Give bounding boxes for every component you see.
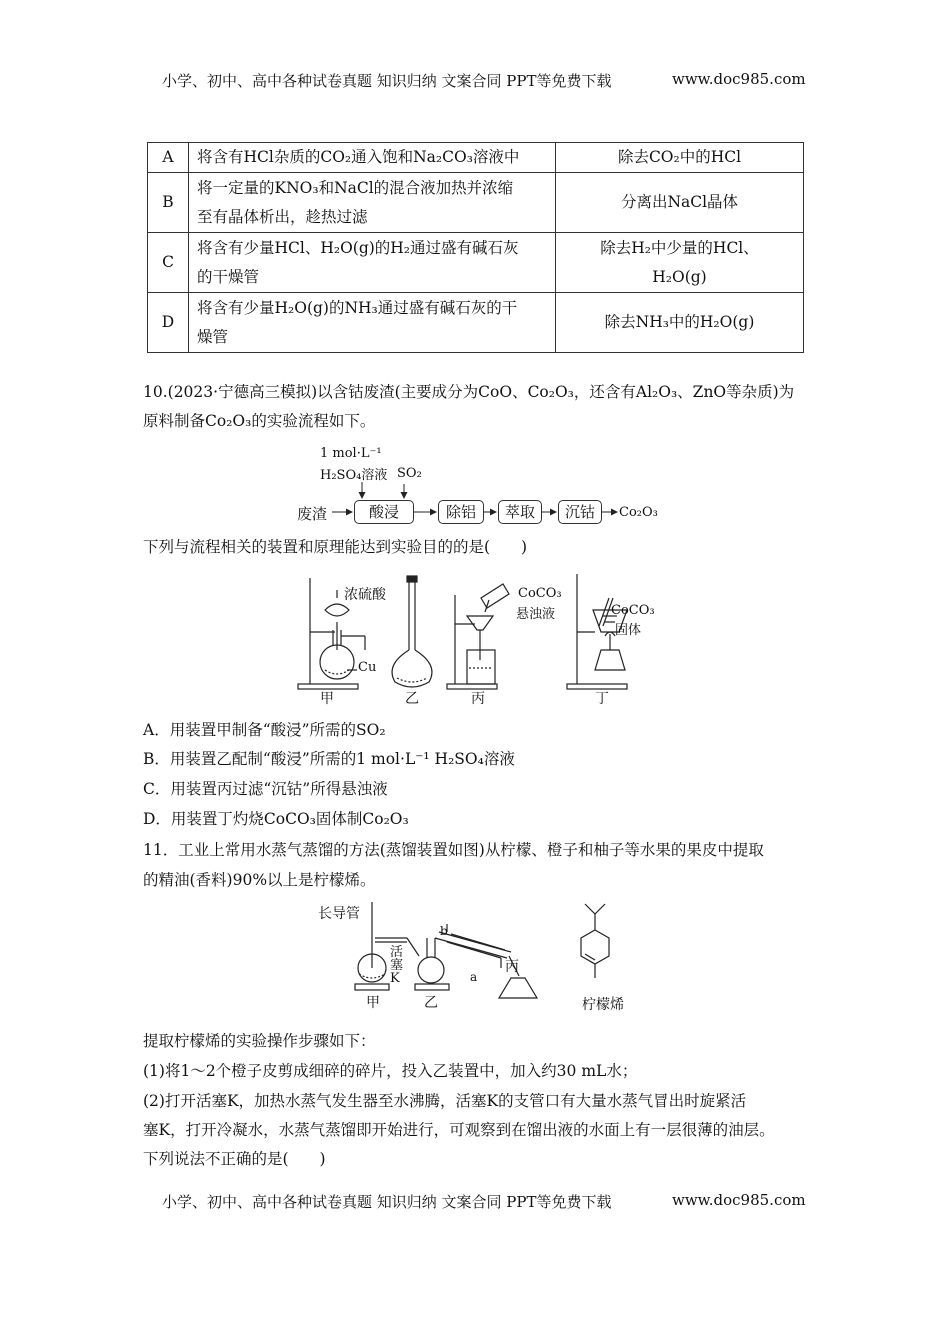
q10-option-b: B．用装置乙配制“酸浸”所需的1 mol·L⁻¹ H₂SO₄溶液 <box>143 750 515 768</box>
label-coco3-solid-1: CoCO₃ <box>611 603 655 618</box>
op-line: 至有晶体析出，趁热过滤 <box>197 207 368 226</box>
label-bing: 丙 <box>471 691 485 707</box>
label-valve-k <box>390 946 403 985</box>
op-line: 将一定量的KNO₃和NaCl的混合液加热并浓缩 <box>197 178 514 197</box>
label-jia-flask: 甲 <box>366 995 380 1011</box>
flow-reagent1-line2: H₂SO₄溶液 <box>320 468 388 483</box>
label-jia: 甲 <box>320 691 334 707</box>
row-label: B <box>148 173 189 233</box>
q10-option-a: A．用装置甲制备“酸浸”所需的SO₂ <box>143 721 386 739</box>
flow-reagent1-line1: 1 mol·L⁻¹ <box>320 446 382 461</box>
q11-step1: (1)将1～2个橙子皮剪成细碎的碎片，投入乙装置中，加入约30 mL水； <box>143 1062 638 1080</box>
q10-stem-line1: 10.(2023·宁德高三模拟)以含钴废渣(主要成分为CoO、Co₂O₃，还含有Al₂O₃、ZnO等杂质)为 <box>143 383 795 401</box>
valve-char: K <box>390 971 400 986</box>
op-line: 将含有少量H₂O(g)的NH₃通过盛有碱石灰的干 <box>197 298 518 317</box>
flow-step-box: 沉钴 <box>558 500 602 524</box>
q10-option-c: C．用装置丙过滤“沉钴”所得悬浊液 <box>143 780 388 798</box>
label-bing-flask: 丙 <box>505 959 519 975</box>
flow-product: Co₂O₃ <box>619 505 658 520</box>
label-yi-flask: 乙 <box>424 995 438 1011</box>
valve-char: 塞 <box>390 958 404 973</box>
label-yi: 乙 <box>405 691 419 707</box>
flow-arrows <box>0 0 950 560</box>
row-label: A <box>148 143 189 173</box>
q11-stem-line2: 的精油(香料)90%以上是柠檬烯。 <box>143 871 376 889</box>
q11-stem-line1: 11．工业上常用水蒸气蒸馏的方法(蒸馏装置如图)从柠檬、橙子和柚子等水果的果皮中提取 <box>143 841 764 859</box>
q11-step2-line1: (2)打开活塞K，加热水蒸气发生器至水沸腾，活塞K的支管口有大量水蒸气冒出时旋紧活 <box>143 1092 747 1110</box>
label-b: b <box>440 924 448 938</box>
flow-step-box: 酸浸 <box>354 500 414 524</box>
goal-line: 除去H₂中少量的HCl、 <box>600 238 759 257</box>
op-line: 的干燥管 <box>197 267 260 286</box>
footer-url: www.doc985.com <box>672 1191 806 1209</box>
label-long-tube: 长导管 <box>318 906 360 922</box>
q10-option-d: D．用装置丁灼烧CoCO₃固体制Co₂O₃ <box>143 810 409 828</box>
goal-line: H₂O(g) <box>652 267 707 286</box>
q11-steps-intro: 提取柠檬烯的实验操作步骤如下： <box>143 1032 376 1050</box>
header-url: www.doc985.com <box>672 70 806 88</box>
q10-question: 下列与流程相关的装置和原理能达到实验目的的是( ) <box>143 538 528 556</box>
goal-line: 除去CO₂中的HCl <box>617 148 742 166</box>
label-a: a <box>470 970 478 984</box>
label-coco3-suspension-2: 悬浊液 <box>516 607 556 622</box>
op-line: 将含有HCl杂质的CO₂通入饱和Na₂CO₃溶液中 <box>197 148 520 166</box>
flow-step-box: 萃取 <box>498 500 542 524</box>
valve-char: 活 <box>390 945 404 960</box>
label-limonene: 柠檬烯 <box>582 997 624 1013</box>
label-cu: Cu <box>358 660 377 675</box>
label-ding: 丁 <box>595 691 609 707</box>
op-line: 将含有少量HCl、H₂O(g)的H₂通过盛有碱石灰 <box>197 238 519 257</box>
row-label: C <box>148 233 189 293</box>
op-line: 燥管 <box>197 327 229 346</box>
flow-start: 废渣 <box>297 505 328 523</box>
label-coco3-solid-2: 固体 <box>615 623 642 638</box>
q10-stem-line2: 原料制备Co₂O₃的实验流程如下。 <box>143 412 376 430</box>
footer-text: 小学、初中、高中各种试卷真题 知识归纳 文案合同 PPT等免费下载 <box>162 1193 612 1211</box>
q11-question: 下列说法不正确的是( ) <box>143 1150 326 1168</box>
label-conc-sulfuric: 浓硫酸 <box>344 587 386 603</box>
goal-line: 除去NH₃中的H₂O(g) <box>604 313 755 331</box>
goal-line: 分离出NaCl晶体 <box>620 193 739 211</box>
flow-step-box: 除铝 <box>438 500 484 524</box>
label-coco3-suspension-1: CoCO₃ <box>518 586 562 601</box>
q11-step2-line2: 塞K，打开冷凝水，水蒸气蒸馏即开始进行，可观察到在馏出液的水面上有一层很薄的油层。 <box>143 1121 775 1139</box>
row-label: D <box>148 293 189 353</box>
header-text: 小学、初中、高中各种试卷真题 知识归纳 文案合同 PPT等免费下载 <box>162 72 612 90</box>
flow-reagent2: SO₂ <box>397 466 422 481</box>
